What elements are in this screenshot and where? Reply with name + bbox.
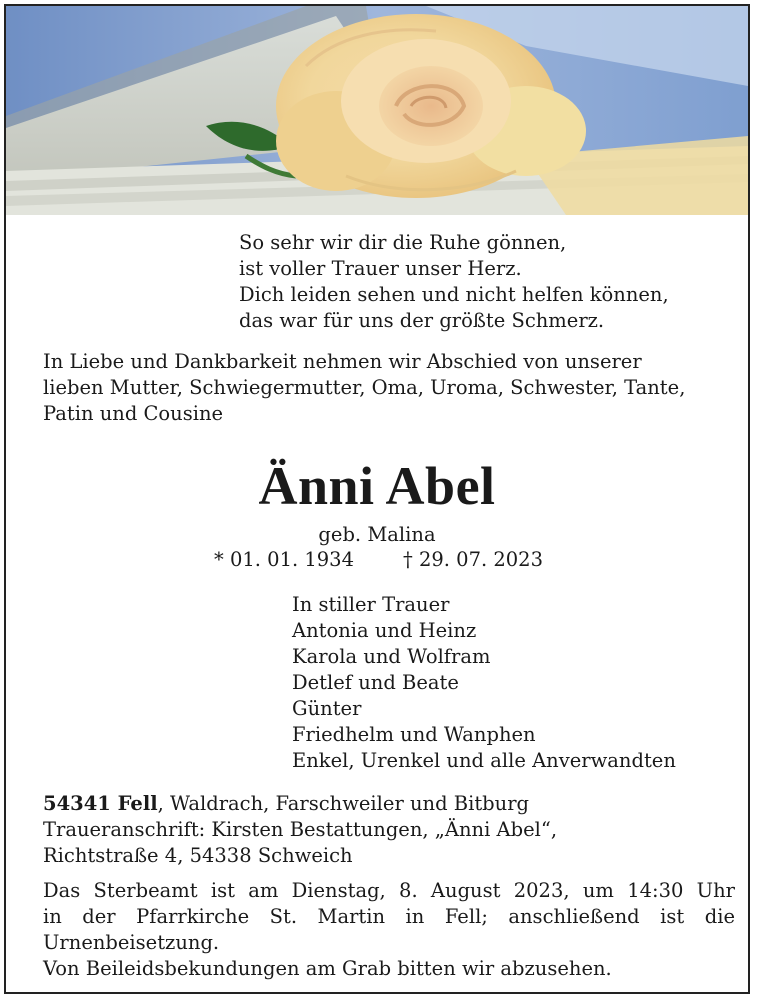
- rose-on-book-photo: [6, 6, 748, 215]
- obituary-notice: [4, 4, 750, 994]
- farewell-intro: [43, 349, 733, 427]
- mourner-line: Friedhelm und Wanphen: [292, 723, 536, 746]
- service-line: Urnenbeisetzung.: [43, 931, 220, 954]
- service-line: Das Sterbeamt ist am Dienstag, 8. August 2023, um 14:30 Uhr: [43, 879, 735, 902]
- mourner-line: Enkel, Urenkel und alle Anverwandten: [292, 749, 676, 772]
- deceased-name: Änni Abel: [258, 456, 496, 516]
- mourner-line: Karola und Wolfram: [292, 645, 491, 668]
- place-rest: , Waldrach, Farschweiler und Bitburg: [157, 792, 530, 815]
- service-info: [43, 878, 735, 982]
- address-block: [43, 791, 733, 869]
- intro-line: Patin und Cousine: [43, 402, 224, 425]
- street-line: Richtstraße 4, 54338 Schweich: [43, 844, 353, 867]
- mourner-line: Günter: [292, 697, 362, 720]
- poem-line: Dich leiden sehen und nicht helfen können,: [239, 283, 669, 306]
- poem-line: das war für uns der größte Schmerz.: [239, 309, 605, 332]
- birth-name: geb. Malina: [318, 523, 436, 546]
- poem-line: ist voller Trauer unser Herz.: [239, 257, 522, 280]
- mourning-address-line: Traueranschrift: Kirsten Bestattungen, „Änni Abel“,: [43, 818, 558, 841]
- mourners-list: [292, 592, 742, 774]
- service-line: Von Beileidsbekundungen am Grab bitten wir abzusehen.: [43, 957, 612, 980]
- mourner-line: Antonia und Heinz: [292, 619, 477, 642]
- intro-line: lieben Mutter, Schwiegermutter, Oma, Uroma, Schwester, Tante,: [43, 376, 686, 399]
- death-date: † 29. 07. 2023: [403, 548, 543, 571]
- service-line: in der Pfarrkirche St. Martin in Fell; anschließend ist die: [43, 905, 735, 928]
- mourner-line: Detlef und Beate: [292, 671, 459, 694]
- place-bold: 54341 Fell: [43, 792, 158, 815]
- place-line: [43, 791, 733, 817]
- poem-line: So sehr wir dir die Ruhe gönnen,: [239, 231, 567, 254]
- mourner-line: In stiller Trauer: [292, 593, 450, 616]
- birth-date: * 01. 01. 1934: [214, 548, 354, 571]
- poem-verse: [239, 230, 739, 334]
- intro-line: In Liebe und Dankbarkeit nehmen wir Abschied von unserer: [43, 350, 642, 373]
